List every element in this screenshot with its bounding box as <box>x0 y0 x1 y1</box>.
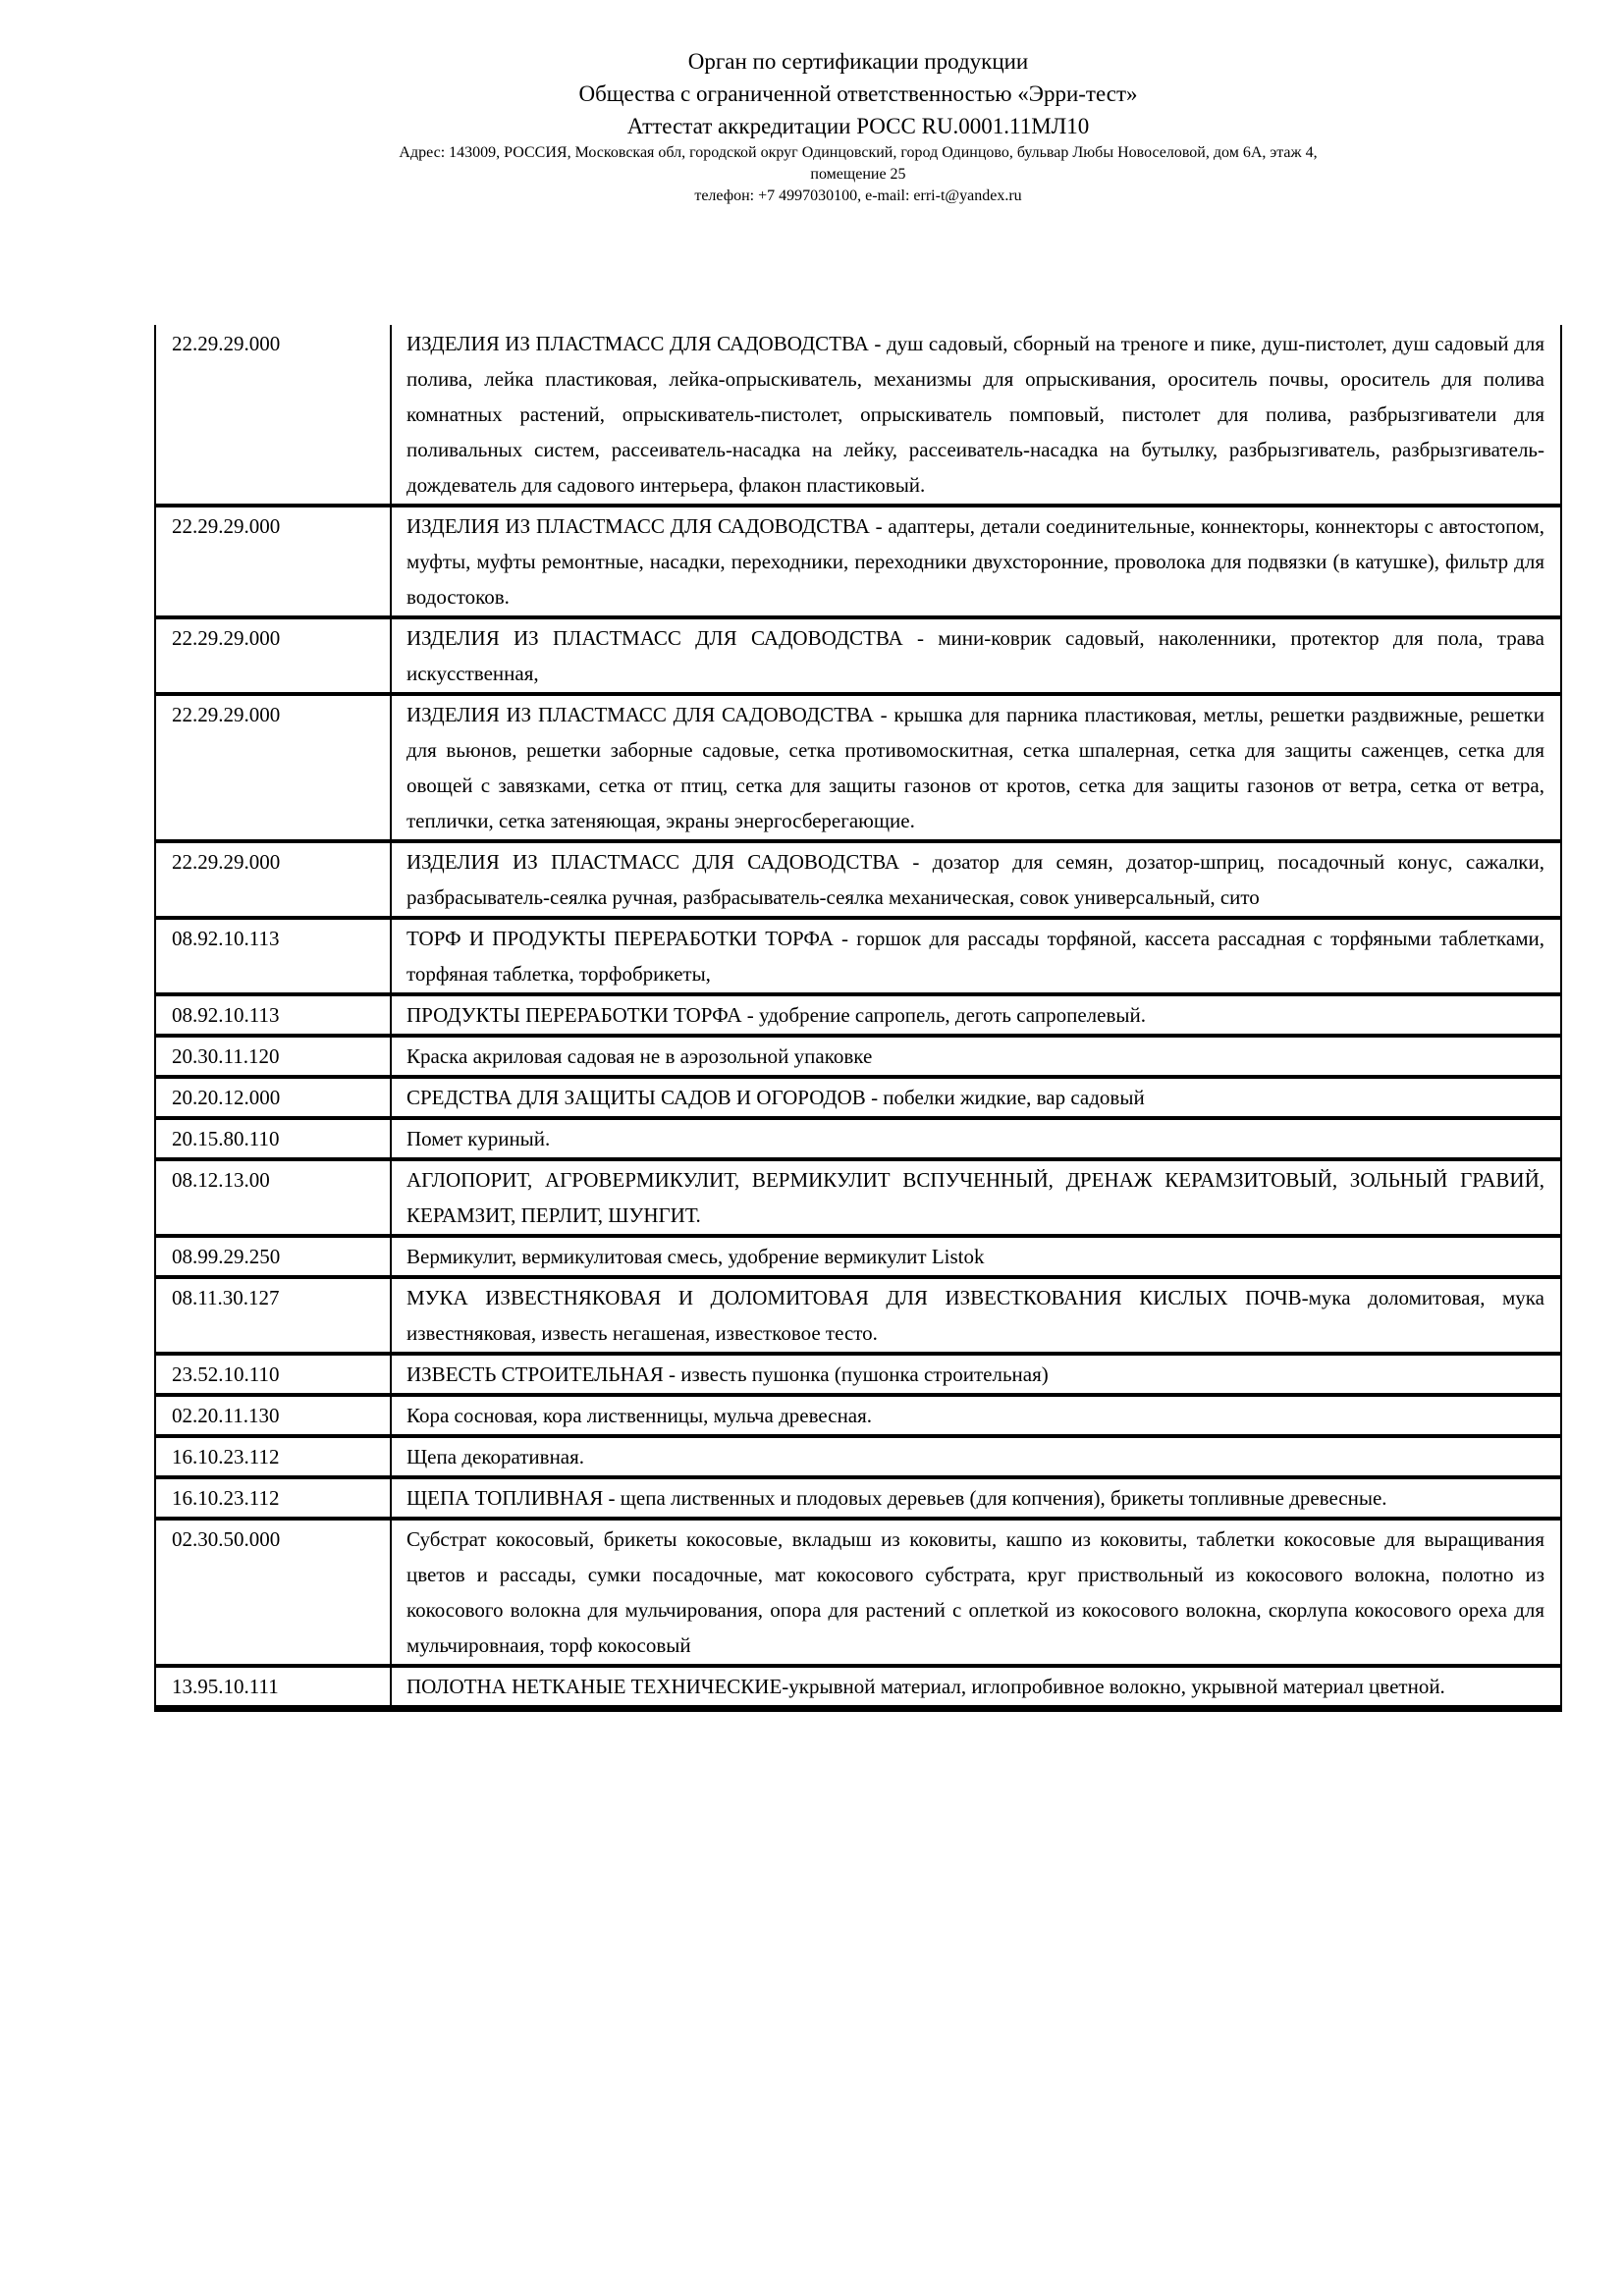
products-table <box>154 325 1562 1712</box>
row-description: ЩЕПА ТОПЛИВНАЯ - щепа лиственных и плодовых деревьев (для копчения), брикеты топливные древесные. <box>391 1477 1561 1519</box>
row-code: 08.99.29.250 <box>155 1236 391 1277</box>
table-row <box>155 841 1561 918</box>
table-row <box>155 918 1561 994</box>
org-title-line-1: Орган по сертификации продукции <box>687 49 1029 74</box>
row-description: ПРОДУКТЫ ПЕРЕРАБОТКИ ТОРФА - удобрение сапропель, деготь сапропелевый. <box>391 994 1561 1036</box>
row-description: Кора сосновая, кора лиственницы, мульча древесная. <box>391 1395 1561 1436</box>
table-row <box>155 1159 1561 1236</box>
products-table-body <box>155 325 1561 1709</box>
row-description: ИЗДЕЛИЯ ИЗ ПЛАСТМАСС ДЛЯ САДОВОДСТВА - мини-коврик садовый, наколенники, протектор для пола, трава искусственная, <box>391 617 1561 694</box>
row-code: 20.30.11.120 <box>155 1036 391 1077</box>
table-row <box>155 1395 1561 1436</box>
table-row <box>155 1666 1561 1709</box>
table-row <box>155 1477 1561 1519</box>
row-code: 08.12.13.00 <box>155 1159 391 1236</box>
table-row <box>155 325 1561 506</box>
table-row <box>155 617 1561 694</box>
table-row <box>155 1436 1561 1477</box>
row-description: ИЗДЕЛИЯ ИЗ ПЛАСТМАСС ДЛЯ САДОВОДСТВА - душ садовый, сборный на треноге и пике, душ-пистолет, душ садовый для полива, лейка пластиковая, лейка-опрыскиватель, механизмы для опрыскивания, ороситель почвы, ороситель для полива комнатных растений, опрыскиватель-пистолет, опрыскиватель помповый, пистолет для полива, разбрызгиватели для поливальных систем, рассеиватель-насадка на лейку, рассеиватель-насадка на бутылку, разбрызгиватель, разбрызгиватель-дождеватель для садового интерьера, флакон пластиковый. <box>406 332 1544 497</box>
table-row <box>155 1277 1561 1354</box>
table-row <box>155 1036 1561 1077</box>
row-description: ИЗВЕСТЬ СТРОИТЕЛЬНАЯ - известь пушонка (пушонка строительная) <box>391 1354 1561 1395</box>
table-row <box>155 1118 1561 1159</box>
table-row <box>155 1519 1561 1666</box>
row-description: ИЗДЕЛИЯ ИЗ ПЛАСТМАСС ДЛЯ САДОВОДСТВА - дозатор для семян, дозатор-шприц, посадочный конус, сажалки, разбрасыватель-сеялка ручная, разбрасыватель-сеялка механическая, совок универсальный, сито <box>391 841 1561 918</box>
contact-line: телефон: +7 4997030100, e-mail: erri-t@yandex.ru <box>694 187 1022 204</box>
row-code: 23.52.10.110 <box>155 1354 391 1395</box>
table-row <box>155 1236 1561 1277</box>
row-code: 20.20.12.000 <box>155 1077 391 1118</box>
row-description: МУКА ИЗВЕСТНЯКОВАЯ И ДОЛОМИТОВАЯ ДЛЯ ИЗВЕСТКОВАНИЯ КИСЛЫХ ПОЧВ-мука доломитовая, мука известняковая, известь негашеная, известковое тесто. <box>391 1277 1561 1354</box>
row-code: 22.29.29.000 <box>155 694 391 841</box>
row-description: Краска акриловая садовая не в аэрозольной упаковке <box>391 1036 1561 1077</box>
row-code: 13.95.10.111 <box>155 1666 391 1709</box>
row-code: 02.30.50.000 <box>155 1519 391 1666</box>
row-description: ПОЛОТНА НЕТКАНЫЕ ТЕХНИЧЕСКИЕ-укрывной материал, иглопробивное волокно, укрывной материал цветной. <box>391 1666 1561 1709</box>
table-row <box>155 694 1561 841</box>
row-description: ИЗДЕЛИЯ ИЗ ПЛАСТМАСС ДЛЯ САДОВОДСТВА - крышка для парника пластиковая, метлы, решетки раздвижные, решетки для вьюнов, решетки заборные садовые, сетка противомоскитная, сетка шпалерная, сетка для защиты саженцев, сетка для овощей с завязками, сетка от птиц, сетка для защиты газонов от кротов, сетка для защиты газонов от ветра, сетка от ветра, теплички, сетка затеняющая, экраны энергосберегающие. <box>391 694 1561 841</box>
row-code: 08.11.30.127 <box>155 1277 391 1354</box>
row-description: Вермикулит, вермикулитовая смесь, удобрение вермикулит Listok <box>391 1236 1561 1277</box>
row-code: 16.10.23.112 <box>155 1477 391 1519</box>
row-code: 22.29.29.000 <box>155 325 391 506</box>
row-description: АГЛОПОРИТ, АГРОВЕРМИКУЛИТ, ВЕРМИКУЛИТ ВСПУЧЕННЫЙ, ДРЕНАЖ КЕРАМЗИТОВЫЙ, ЗОЛЬНЫЙ ГРАВИЙ, КЕРАМЗИТ, ПЕРЛИТ, ШУНГИТ. <box>391 1159 1561 1236</box>
row-code: 08.92.10.113 <box>155 918 391 994</box>
row-description: СРЕДСТВА ДЛЯ ЗАЩИТЫ САДОВ И ОГОРОДОВ - побелки жидкие, вар садовый <box>391 1077 1561 1118</box>
org-title-line-2: Общества с ограниченной ответственностью «Эрри-тест» <box>578 81 1138 106</box>
row-code: 08.92.10.113 <box>155 994 391 1036</box>
accreditation-line: Аттестат аккредитации РОСС RU.0001.11МЛ10 <box>626 114 1090 138</box>
table-row <box>155 506 1561 617</box>
address-line-2: помещение 25 <box>810 166 906 183</box>
row-description: ИЗДЕЛИЯ ИЗ ПЛАСТМАСС ДЛЯ САДОВОДСТВА - адаптеры, детали соединительные, коннекторы, коннекторы с автостопом, муфты, муфты ремонтные, насадки, переходники, переходники двухсторонние, проволока для подвязки (в катушке), фильтр для водостоков. <box>391 506 1561 617</box>
row-code: 22.29.29.000 <box>155 617 391 694</box>
row-description: Субстрат кокосовый, брикеты кокосовые, вкладыш из коковиты, кашпо из коковиты, таблетки кокосовые для выращивания цветов и рассады, сумки посадочные, мат кокосового субстрата, круг приствольный из кокосового волокна, полотно из кокосового волокна для мульчирования, опора для растений с оплеткой из кокосового волокна, скорлупа кокосового ореха для мульчировнаия, торф кокосовый <box>391 1519 1561 1666</box>
row-code: 22.29.29.000 <box>155 841 391 918</box>
table-row <box>155 1354 1561 1395</box>
table-row <box>155 994 1561 1036</box>
row-description: Помет куриный. <box>391 1118 1561 1159</box>
row-description: ТОРФ И ПРОДУКТЫ ПЕРЕРАБОТКИ ТОРФА - горшок для рассады торфяной, кассета рассадная с торфяными таблетками, торфяная таблетка, торфобрикеты, <box>391 918 1561 994</box>
row-code: 22.29.29.000 <box>155 506 391 617</box>
row-code: 20.15.80.110 <box>155 1118 391 1159</box>
row-code: 02.20.11.130 <box>155 1395 391 1436</box>
table-row <box>155 1077 1561 1118</box>
document-header <box>154 0 1562 207</box>
row-code: 16.10.23.112 <box>155 1436 391 1477</box>
address-line-1: Адрес: 143009, РОССИЯ, Московская обл, городской округ Одинцовский, город Одинцово, бульвар Любы Новоселовой, дом 6А, этаж 4, <box>399 144 1318 161</box>
row-description: Щепа декоративная. <box>391 1436 1561 1477</box>
